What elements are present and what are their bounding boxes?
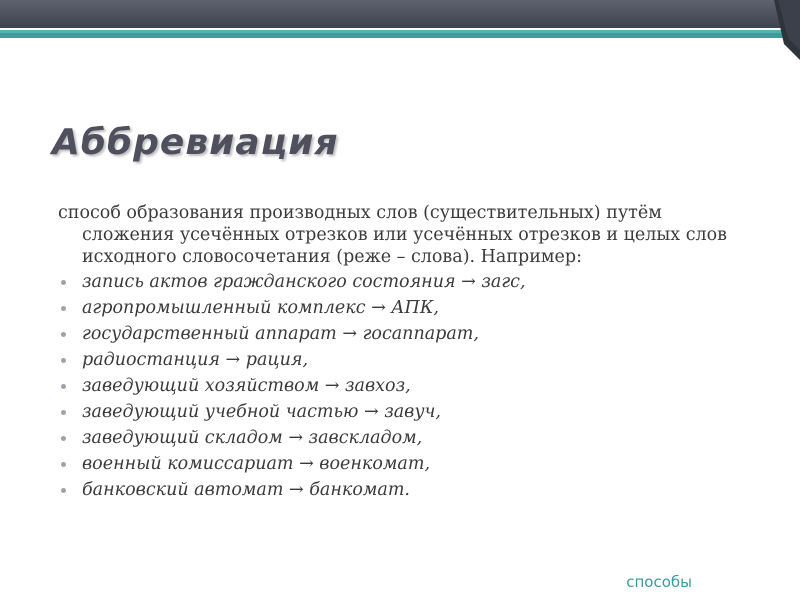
example-text: агропромышленный комплекс → АПК, <box>82 298 439 318</box>
list-item <box>58 349 748 371</box>
example-text: государственный аппарат → госаппарат, <box>82 324 479 344</box>
bullet-icon <box>61 332 66 337</box>
list-item <box>58 427 748 449</box>
corner-decoration <box>774 0 800 60</box>
example-text: радиостанция → рация, <box>82 350 309 370</box>
bullet-icon <box>61 462 66 467</box>
example-text: заведующий складом → завскладом, <box>82 428 423 448</box>
list-item <box>58 271 748 293</box>
bullet-icon <box>61 488 66 493</box>
list-item <box>58 479 748 501</box>
definition-text: способ образования производных слов (существительных) путём сложения усечённых отрезков или усечённых отрезков и целых слов исходного словосочетания (реже – слова). Например: <box>58 203 728 267</box>
bullet-icon <box>61 384 66 389</box>
list-item <box>58 323 748 345</box>
bullet-icon <box>61 410 66 415</box>
example-text: запись актов гражданского состояния → загс, <box>82 272 526 292</box>
slide-content <box>58 202 748 505</box>
list-item <box>58 297 748 319</box>
slide-title: Аббревиация <box>52 122 339 163</box>
example-text: заведующий хозяйством → завхоз, <box>82 376 411 396</box>
bullet-icon <box>61 306 66 311</box>
bullet-icon <box>61 280 66 285</box>
top-bar <box>0 0 800 28</box>
bullet-icon <box>61 436 66 441</box>
accent-stripe <box>0 30 800 38</box>
example-text: банковский автомат → банкомат. <box>82 480 410 500</box>
bullet-icon <box>61 358 66 363</box>
examples-list <box>58 271 748 501</box>
list-item <box>58 401 748 423</box>
list-item <box>58 453 748 475</box>
example-text: заведующий учебной частью → завуч, <box>82 402 441 422</box>
methods-link[interactable]: способы <box>626 573 692 591</box>
example-text: военный комиссариат → военкомат, <box>82 454 431 474</box>
list-item <box>58 375 748 397</box>
